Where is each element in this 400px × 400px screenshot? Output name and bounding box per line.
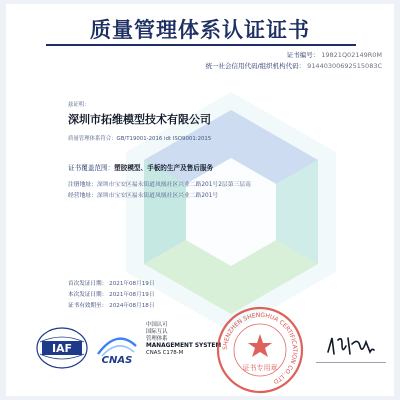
iaf-logo-icon: [36, 326, 88, 370]
cert-number-row: [287, 50, 382, 59]
credit-code-value: 91440300692515083C: [307, 62, 382, 70]
certificate-sheet: [6, 4, 394, 396]
registered-address-row: [68, 179, 251, 188]
signature-line: [316, 362, 386, 363]
credit-code-label: 统一社会信用代码/组织机构代码：: [205, 62, 306, 70]
standard-row: [68, 134, 211, 142]
certificate-title: 质量管理体系认证证书: [90, 17, 310, 42]
registered-address-value: 深圳市宝安区福永街道凤凰社区兴业二路201号2层第三层南: [97, 182, 251, 188]
cnas-caption: [146, 322, 221, 357]
seal-ring-text: SHENZHEN SHENGHUA CERTIFICATION CO.,LTD: [221, 311, 299, 385]
cnas-caption-line-1: 中国认可: [146, 322, 168, 328]
cnas-logo-text: CNAS: [101, 355, 133, 366]
seal-inner-text: 证书专用章: [242, 364, 278, 372]
first-issue-label: 首次发证日期：: [68, 281, 108, 287]
company-name: 深圳市拓维模型技术有限公司: [68, 113, 211, 126]
expiry-label: 证书有效期至：: [68, 303, 108, 309]
first-issue-value: 2021年08月19日: [109, 281, 155, 287]
standard-label: 质量管理体系符合：: [68, 136, 117, 142]
cnas-caption-line-3: 管理体系: [146, 336, 168, 342]
operating-address-label: 经营地址：: [68, 193, 97, 199]
this-issue-label: 本次发证日期：: [68, 292, 108, 298]
standard-value: GB/T19001-2016 idt ISO9001:2015: [116, 136, 212, 142]
watermark-emblem-icon: [126, 92, 336, 332]
this-issue-value: 2021年08月19日: [109, 292, 155, 298]
signature-icon: [324, 332, 378, 360]
expiry-row: [68, 301, 154, 309]
scope-label: 证书覆盖范围：: [68, 164, 115, 172]
first-issue-row: [68, 279, 154, 287]
cnas-caption-line-2: 国际互认: [146, 329, 168, 335]
certification-seal-icon: [214, 304, 306, 396]
iaf-logo-text: IAF: [51, 342, 73, 355]
credit-code-row: [205, 61, 382, 70]
registered-address-label: 注册地址：: [68, 182, 97, 188]
operating-address-value: 深圳市宝安区福永街道凤凰社区兴业二路201号: [97, 193, 219, 199]
holder-label: 兹证明：: [68, 102, 90, 108]
cnas-code: CNAS C178-M: [146, 350, 184, 356]
cert-number-label: 证书编号：: [286, 51, 320, 59]
expiry-value: 2024年08月18日: [109, 303, 155, 309]
cnas-logo-icon: [92, 326, 142, 366]
scope-value: 塑胶模型、手板的生产及售后服务: [114, 164, 214, 172]
this-issue-row: [68, 290, 154, 298]
management-system-label: MANAGEMENT SYSTEM: [146, 343, 222, 349]
title-underline: [46, 44, 356, 46]
scope-row: [68, 155, 213, 174]
operating-address-row: [68, 190, 218, 199]
cert-number-value: 19821Q02149R0M: [321, 51, 382, 59]
